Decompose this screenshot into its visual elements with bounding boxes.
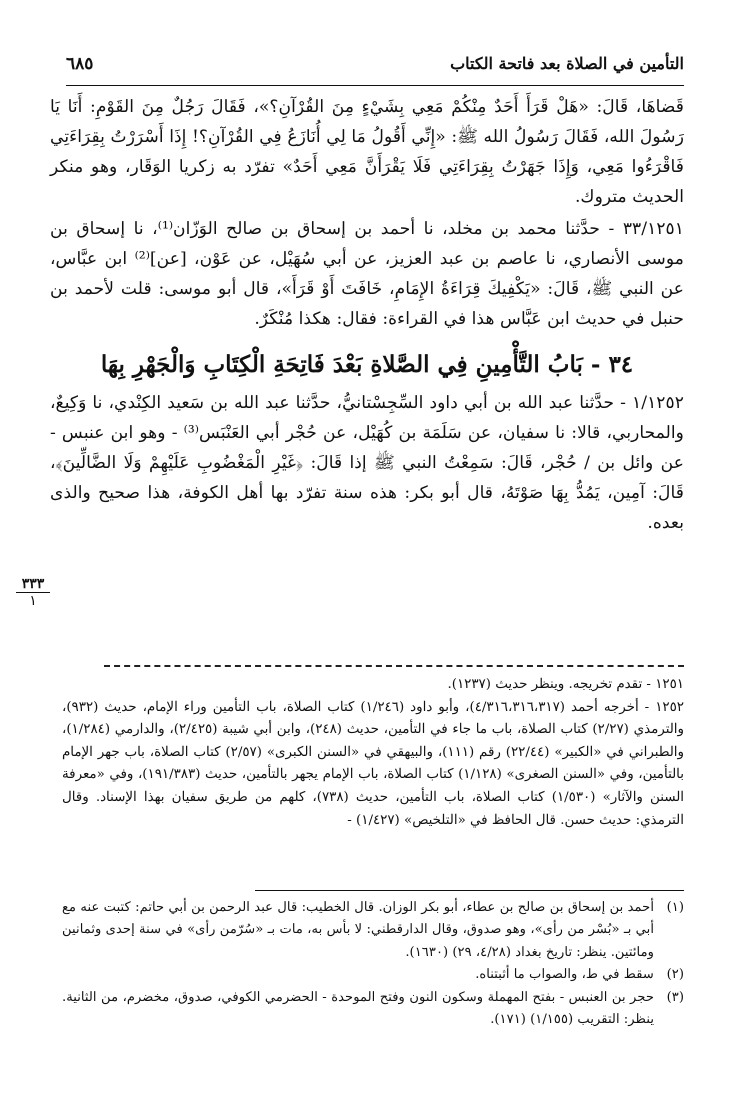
page-number: ٦٨٥: [66, 54, 94, 74]
margin-page-reference: [16, 576, 50, 609]
running-title: التأمين في الصلاة بعد فاتحة الكتاب: [450, 54, 684, 73]
footnotes-section: [62, 897, 684, 1031]
paragraph-hadith-1252: ١/١٢٥٢ - حدَّثنا عبد الله بن أبي داود السِّجِسْتانيُّ، حدَّثنا عبد الله بن سَعيد الكِنْدي، نا وَكِيعٌ، والمحاربي، قالا: نا سفيان، عن سَلَمَة بن كُهَيْل، عن حُجْر أبي العَنْبَس⁽³⁾ - وهو ابن عنبس - عن وائل بن / حُجْر، قَالَ: سَمِعْتُ النبي ﷺ إذا قَالَ: ﴿غَيْرِ الْمَغْضُوبِ عَلَيْهِمْ وَلَا الضَّالِّينَ﴾، قَالَ: آمِين، يَمُدُّ بِهَا صَوْتَهُ، قال أبو بكر: هذه سنة تفرّد بها أهل الكوفة، هذا صحيح والذى بعده.: [50, 393, 684, 533]
footnote-number: (٣): [666, 989, 684, 1005]
paragraph-hadith-continuation: قَضاهَا، قَالَ: «هَلْ قَرَأَ أَحَدٌ مِنْكُمْ مَعِي بِشَيْءٍ مِنَ القُرْآنِ؟»، فَقَالَ رَجُلٌ مِنَ القَوْمِ: أَنَا يَا رَسُولَ الله، فَقَالَ رَسُولُ الله ﷺ: «إِنِّي أَقُولُ مَا لِي أُنَازَعُ فِي القُرْآنِ؟! إِذَا أَسْرَرْتُ بِقِرَاءَتِي فَاقْرَءُوا مَعِي، وَإِذَا جَهَرْتُ بِقِرَاءَتِي فَلَا يَقْرَأَنَّ مَعِي أَحَدٌ» تفرّد به زكريا الوَقَار، وهو منكر الحديث متروك.: [50, 97, 684, 207]
margin-reference-bottom: ١: [29, 593, 37, 609]
main-text: [50, 92, 684, 538]
footnote-text: حجر بن العنبس - بفتح المهملة وسكون النون وفتح الموحدة - الحضرمي الكوفي، صدوق، مخضرم، من الثانية. ينظر: التقريب (١/١٥٥) (١٧١).: [62, 989, 654, 1028]
takhrij-separator: [104, 665, 684, 667]
chapter-title: ٣٤ - بَابُ التَّأْمِينِ فِي الصَّلاةِ بَعْدَ فَاتِحَةِ الْكِتَابِ وَالْجَهْرِ بِهَا: [100, 351, 634, 378]
header-rule: [66, 85, 684, 86]
footnote-2: [62, 964, 684, 986]
margin-reference-top: ٣٣٣: [16, 576, 50, 593]
page-header: [66, 44, 684, 84]
footnote-text: أحمد بن إسحاق بن صالح بن عطاء، أبو بكر الوزان. قال الخطيب: قال عبد الرحمن بن أبي حاتم: كتبت عنه مع أبي بـ «بُسْر من رأى»، وهو صدوق، وقال الدارقطني: لا بأس به، مات بـ «سُرّمن رأى» في سنة إحدى وثمانين ومائتين. ينظر: تاريخ بغداد (٤/٢٨، ٢٩) (١٦٣٠).: [62, 900, 654, 960]
footnote-number: (٢): [666, 967, 684, 983]
takhrij-1251: ١٢٥١ - تقدم تخريجه. وينظر حديث (١٢٣٧).: [447, 677, 684, 692]
footnote-number: (١): [666, 900, 684, 915]
footnote-text: سقط في ط، والصواب ما أثبتناه.: [475, 967, 654, 983]
takhrij-section: [62, 674, 684, 832]
footnote-1: [62, 897, 684, 964]
footnote-3: [62, 987, 684, 1032]
takhrij-1252: ١٢٥٢ - أخرجه أحمد (٤/٣١٦،٣١٦،٣١٧)، وأبو داود (١/٢٤٦) كتاب الصلاة، باب التأمين وراء الإمام، حديث (٩٣٢)، والترمذي (٢/٢٧) كتاب الصلاة، باب ما جاء في التأمين، حديث (٢٤٨)، وابن أبي شيبة (٢/٤٢٥)، والدارمي (١/٢٨٤)، والطبراني في «الكبير» (٢٢/٤٤) رقم (١١١)، والبيهقي في «السنن الكبرى» (٢/٥٧) كتاب الصلاة، باب جهر الإمام بالتأمين، وفي «السنن الصغرى» (١/١٢٨) كتاب الصلاة، باب الإمام يجهر بالتأمين، حديث (١٩١/٣٨٣)، وفي «معرفة السنن والآثار» (١/٥٣٠) كتاب الصلاة، باب التأمين، حديث (٧٣٨)، كلهم من طريق سفيان بهذا الإسناد. وقال الترمذي: حديث حسن. قال الحافظ في «التلخيص» (١/٤٢٧) -: [62, 699, 685, 828]
footnote-separator: [255, 890, 684, 891]
paragraph-hadith-1251: ٣٣/١٢٥١ - حدَّثنا محمد بن مخلد، نا أحمد بن إسحاق بن صالح الوَزّان⁽¹⁾، نا إسحاق بن موسى الأنصاري، نا عاصم بن عبد العزيز، عن أبي سُهَيْل، عن عَوْن، [عن]⁽²⁾ ابن عبَّاس، عن النبي ﷺ، قَالَ: «يَكْفِيكَ قِرَاءَةُ الإِمَامِ، خَافَتَ أَوْ قَرَأَ»، قال أبو موسى: قلت لأحمد بن حنبل في حديث ابن عَبَّاس هذا في القراءة: فقال: هكذا مُنْكَرٌ.: [50, 219, 685, 329]
